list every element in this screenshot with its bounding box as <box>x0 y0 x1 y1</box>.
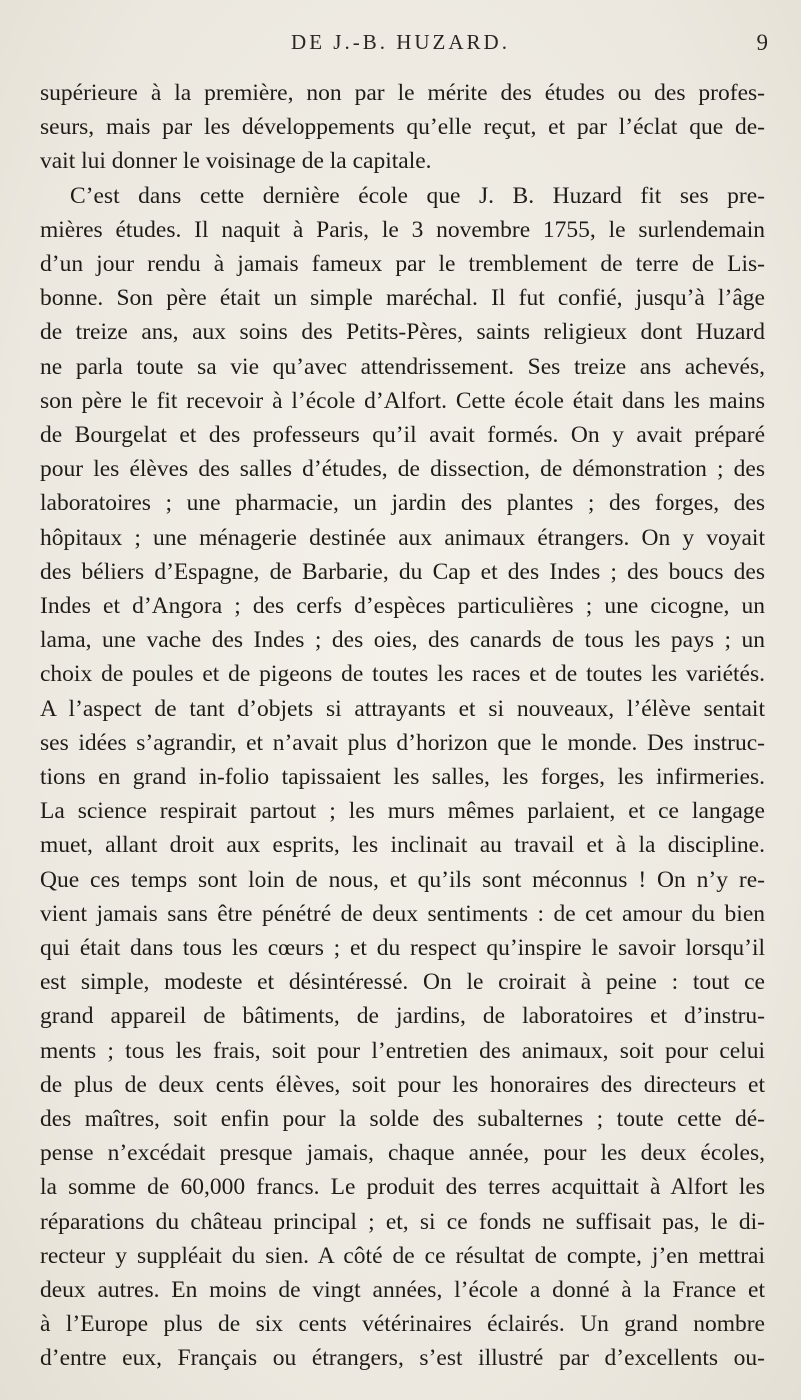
text-line: à l’Europe plus de six cents vétérinaires éclairés. Un grand nombre <box>40 1311 765 1338</box>
text-line: ne parla toute sa vie qu’avec attendrissement. Ses treize ans achevés, <box>40 353 765 380</box>
text-line: Que ces temps sont loin de nous, et qu’ils sont méconnus ! On n’y re- <box>40 866 765 893</box>
text-line: mières études. Il naquit à Paris, le 3 novembre 1755, le surlendemain <box>40 216 765 243</box>
text-line: réparations du château principal ; et, si ce fonds ne suffisait pas, le di- <box>40 1208 765 1235</box>
text-line: Indes et d’Angora ; des cerfs d’espèces particulières ; une cicogne, un <box>40 593 765 619</box>
running-head <box>0 30 801 60</box>
text-line: hôpitaux ; une ménagerie destinée aux animaux étrangers. On y voyait <box>40 524 765 551</box>
text-line: qui était dans tous les cœurs ; et du respect qu’inspire le savoir lorsqu’il <box>40 935 765 961</box>
text-line: la somme de 60,000 francs. Le produit des terres acquittait à Alfort les <box>40 1174 765 1201</box>
text-line: d’un jour rendu à jamais fameux par le tremblement de terre de Lis- <box>40 251 765 277</box>
text-line: recteur y suppléait du sien. A côté de ce résultat de compte, j’en mettrai <box>40 1242 765 1269</box>
page-number: 9 <box>756 30 768 55</box>
text-line: d’entre eux, Français ou étrangers, s’est illustré par d’excellents ou- <box>40 1345 765 1372</box>
text-line: pour les élèves des salles d’études, de dissection, de démonstration ; des <box>40 456 765 483</box>
text-line: La science respirait partout ; les murs mêmes parlaient, et ce langage <box>40 798 765 825</box>
text-line: pense n’excédait presque jamais, chaque année, pour les deux écoles, <box>40 1140 765 1167</box>
text-line: grand appareil de bâtiments, de jardins, de laboratoires et d’instru- <box>40 1003 765 1030</box>
text-line: deux autres. En moins de vingt années, l’école a donné à la France et <box>40 1277 765 1303</box>
text-line: de treize ans, aux soins des Petits-Pères, saints religieux dont Huzard <box>40 319 765 346</box>
text-line: ments ; tous les frais, soit pour l’entretien des animaux, soit pour celui <box>40 1037 765 1064</box>
text-line: bonne. Son père était un simple maréchal. Il fut confié, jusqu’à l’âge <box>40 285 765 312</box>
text-line: seurs, mais par les développements qu’elle reçut, et par l’éclat que de- <box>40 114 765 141</box>
text-line: A l’aspect de tant d’objets si attrayants et si nouveaux, l’élève sentait <box>40 695 765 722</box>
text-line: C’est dans cette dernière école que J. B. Huzard fit ses pre- <box>70 182 765 209</box>
text-line: son père le fit recevoir à l’école d’Alfort. Cette école était dans les mains <box>40 387 765 414</box>
text-line: de Bourgelat et des professeurs qu’il avait formés. On y avait préparé <box>40 422 765 448</box>
text-line: tions en grand in-folio tapissaient les salles, les forges, les infirmeries. <box>40 764 765 790</box>
text-line: vait lui donner le voisinage de la capitale. <box>40 148 432 175</box>
text-line: laboratoires ; une pharmacie, un jardin des plantes ; des forges, des <box>40 490 765 517</box>
text-line: est simple, modeste et désintéressé. On le croirait à peine : tout ce <box>40 969 765 996</box>
text-line: de plus de deux cents élèves, soit pour les honoraires des directeurs et <box>40 1071 765 1098</box>
text-line: vient jamais sans être pénétré de deux sentiments : de cet amour du bien <box>40 900 765 927</box>
text-line: des béliers d’Espagne, de Barbarie, du Cap et des Indes ; des boucs des <box>40 558 765 585</box>
text-line: muet, allant droit aux esprits, les inclinait au travail et à la discipline. <box>40 832 765 859</box>
text-line: lama, une vache des Indes ; des oies, des canards de tous les pays ; un <box>40 627 765 654</box>
text-line: supérieure à la première, non par le mérite des études ou des profes- <box>40 80 765 106</box>
text-line: ses idées s’agrandir, et n’avait plus d’horizon que le monde. Des instruc- <box>40 729 765 756</box>
text-line: choix de poules et de pigeons de toutes les races et de toutes les variétés. <box>40 661 765 688</box>
text-line: des maîtres, soit enfin pour la solde des subalternes ; toute cette dé- <box>40 1106 765 1132</box>
running-title: DE J.-B. HUZARD. <box>291 30 510 54</box>
